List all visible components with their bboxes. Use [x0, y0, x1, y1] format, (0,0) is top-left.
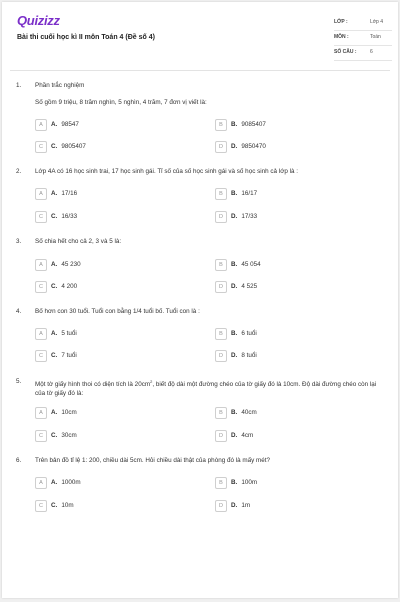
- option-label: A. 1000m: [51, 479, 81, 486]
- option-letter-box: A: [35, 477, 47, 489]
- option-label: A. 98547: [51, 121, 79, 128]
- meta-value: 6: [370, 49, 373, 55]
- option-label: D. 17/33: [231, 213, 258, 220]
- meta-value: Toán: [370, 34, 381, 40]
- question-number: 3.: [16, 238, 22, 245]
- option-letter-box: D: [215, 350, 227, 362]
- meta-row-subject: [334, 31, 392, 46]
- option-label: C. 30cm: [51, 432, 77, 439]
- option-letter-box: D: [215, 211, 227, 223]
- question-text: Bố hơn con 30 tuổi. Tuổi con bằng 1/4 tuổi bố. Tuổi con là :: [35, 308, 200, 315]
- option-label: D. 1m: [231, 502, 251, 509]
- option-label: C. 9805407: [51, 143, 86, 150]
- option-letter-box: B: [215, 119, 227, 131]
- option-label: A. 10cm: [51, 409, 77, 416]
- option-label: C. 10m: [51, 502, 74, 509]
- option-label: A. 5 tuổi: [51, 330, 77, 337]
- option-label: D. 4cm: [231, 432, 254, 439]
- option-label: D. 4 525: [231, 283, 258, 290]
- question-text: Phần trắc nghiệm: [35, 82, 85, 89]
- option-letter-box: B: [215, 188, 227, 200]
- meta-key: LỚP :: [334, 19, 348, 25]
- header-divider: [10, 70, 390, 71]
- question-text: Lớp 4A có 16 học sinh trai, 17 học sinh gái. Tỉ số của số học sinh gái và số học sinh cả lớp là :: [35, 168, 298, 175]
- option-letter-box: C: [35, 350, 47, 362]
- option-letter-box: B: [215, 407, 227, 419]
- option-letter-box: A: [35, 407, 47, 419]
- option-label: C. 16/33: [51, 213, 78, 220]
- meta-row-class: [334, 16, 392, 31]
- option-letter-box: B: [215, 328, 227, 340]
- option-letter-box: A: [35, 328, 47, 340]
- worksheet-title: Bài thi cuối học kì II môn Toán 4 (Đề số 4): [17, 34, 155, 41]
- question-number: 1.: [16, 82, 22, 89]
- option-label: B. 9085407: [231, 121, 266, 128]
- question-text: Số chia hết cho cả 2, 3 và 5 là:: [35, 238, 122, 245]
- option-letter-box: A: [35, 188, 47, 200]
- meta-value: Lớp 4: [370, 19, 384, 25]
- question-number: 6.: [16, 457, 22, 464]
- option-label: B. 16/17: [231, 190, 258, 197]
- option-letter-box: A: [35, 119, 47, 131]
- option-letter-box: C: [35, 211, 47, 223]
- meta-key: MÔN :: [334, 34, 349, 40]
- worksheet-page: [2, 2, 398, 598]
- question-number: 5.: [16, 378, 22, 385]
- option-letter-box: C: [35, 430, 47, 442]
- option-letter-box: A: [35, 259, 47, 271]
- option-letter-box: C: [35, 281, 47, 293]
- option-letter-box: D: [215, 281, 227, 293]
- meta-key: SỐ CÂU :: [334, 49, 357, 55]
- option-letter-box: B: [215, 259, 227, 271]
- option-label: D. 8 tuổi: [231, 352, 257, 359]
- option-letter-box: D: [215, 430, 227, 442]
- question-text: Một tờ giấy hình thoi có diện tích là $20cm^2$, biết độ dài một đường chéo của tờ giấy đó là 10cm. Độ dài đường chéo còn lại của tờ giấy đó là:: [35, 379, 377, 397]
- option-label: C. 7 tuổi: [51, 352, 77, 359]
- option-label: D. 9850470: [231, 143, 266, 150]
- option-letter-box: D: [215, 141, 227, 153]
- question-number: 4.: [16, 308, 22, 315]
- option-letter-box: B: [215, 477, 227, 489]
- option-letter-box: C: [35, 141, 47, 153]
- quizizz-logo: Quizizz: [17, 13, 60, 28]
- option-letter-box: C: [35, 500, 47, 512]
- question-text: Trên bản đồ tỉ lệ 1: 200, chiều dài 5cm. Hỏi chiều dài thật của phòng đó là mấy mét?: [35, 457, 270, 464]
- option-label: A. 45 230: [51, 261, 81, 268]
- option-label: B. 100m: [231, 479, 258, 486]
- option-label: B. 45 054: [231, 261, 261, 268]
- option-label: B. 6 tuổi: [231, 330, 257, 337]
- option-label: A. 17/16: [51, 190, 78, 197]
- question-subtext: Số gồm 9 triệu, 8 trăm nghìn, 5 nghìn, 4 trăm, 7 đơn vị viết là:: [35, 99, 207, 106]
- option-label: C. 4 200: [51, 283, 78, 290]
- option-letter-box: D: [215, 500, 227, 512]
- question-number: 2.: [16, 168, 22, 175]
- worksheet-meta: [334, 16, 392, 61]
- option-label: B. 40cm: [231, 409, 257, 416]
- meta-row-count: [334, 46, 392, 61]
